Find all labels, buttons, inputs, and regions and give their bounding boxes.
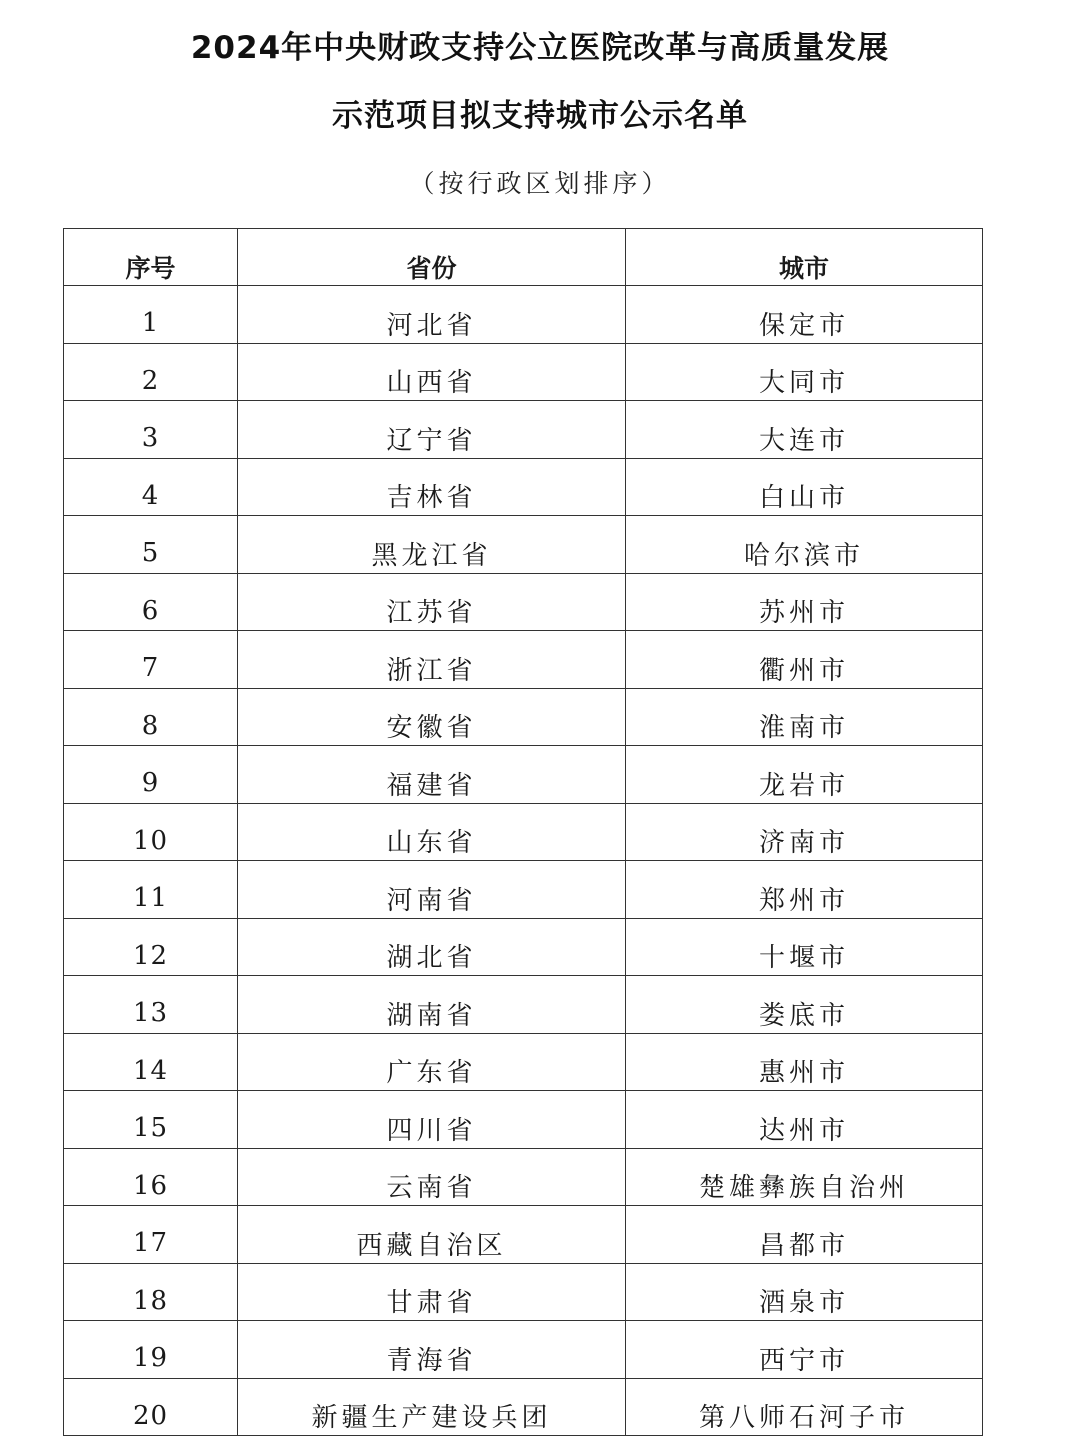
cell-number: 12 — [64, 918, 238, 976]
cell-number: 8 — [64, 688, 238, 746]
cell-number: 13 — [64, 976, 238, 1034]
table-row — [64, 803, 983, 861]
table-row — [64, 516, 983, 574]
table-row — [64, 746, 983, 804]
cell-city: 达州市 — [626, 1091, 983, 1149]
cell-province: 山西省 — [238, 343, 626, 401]
table-row — [64, 286, 983, 344]
cell-city: 保定市 — [626, 286, 983, 344]
table-header-row — [64, 229, 983, 286]
cell-city: 郑州市 — [626, 861, 983, 919]
cell-city: 大同市 — [626, 343, 983, 401]
cell-number: 10 — [64, 803, 238, 861]
cell-province: 云南省 — [238, 1148, 626, 1206]
cell-city: 第八师石河子市 — [626, 1378, 983, 1436]
cell-number: 16 — [64, 1148, 238, 1206]
cell-city: 十堰市 — [626, 918, 983, 976]
cell-number: 5 — [64, 516, 238, 574]
cell-province: 湖北省 — [238, 918, 626, 976]
cell-number: 18 — [64, 1263, 238, 1321]
cell-number: 19 — [64, 1321, 238, 1379]
table-row — [64, 343, 983, 401]
table-row — [64, 573, 983, 631]
cell-province: 山东省 — [238, 803, 626, 861]
cell-province: 吉林省 — [238, 458, 626, 516]
cell-number: 20 — [64, 1378, 238, 1436]
table-row — [64, 458, 983, 516]
table-body — [64, 286, 983, 1436]
cell-number: 4 — [64, 458, 238, 516]
cell-province: 河北省 — [238, 286, 626, 344]
cell-city: 龙岩市 — [626, 746, 983, 804]
document-title-line-2: 示范项目拟支持城市公示名单 — [332, 98, 748, 134]
cell-number: 14 — [64, 1033, 238, 1091]
column-header-province: 省份 — [238, 229, 626, 286]
cell-city: 楚雄彝族自治州 — [626, 1148, 983, 1206]
table-row — [64, 861, 983, 919]
cell-city: 西宁市 — [626, 1321, 983, 1379]
cell-number: 11 — [64, 861, 238, 919]
table-row — [64, 1206, 983, 1264]
table-row — [64, 401, 983, 459]
table-row — [64, 918, 983, 976]
cell-province: 新疆生产建设兵团 — [238, 1378, 626, 1436]
cell-province: 福建省 — [238, 746, 626, 804]
cell-province: 浙江省 — [238, 631, 626, 689]
cell-number: 6 — [64, 573, 238, 631]
cell-city: 淮南市 — [626, 688, 983, 746]
cell-province: 甘肃省 — [238, 1263, 626, 1321]
table-row — [64, 1378, 983, 1436]
table-row — [64, 976, 983, 1034]
cell-province: 黑龙江省 — [238, 516, 626, 574]
cell-number: 3 — [64, 401, 238, 459]
cell-city: 昌都市 — [626, 1206, 983, 1264]
column-header-number: 序号 — [64, 229, 238, 286]
cell-number: 15 — [64, 1091, 238, 1149]
cell-province: 河南省 — [238, 861, 626, 919]
column-header-city: 城市 — [626, 229, 983, 286]
table-row — [64, 1263, 983, 1321]
table-row — [64, 1091, 983, 1149]
cell-province: 广东省 — [238, 1033, 626, 1091]
cell-number: 2 — [64, 343, 238, 401]
cell-city: 娄底市 — [626, 976, 983, 1034]
table-row — [64, 631, 983, 689]
city-list-table — [63, 228, 983, 1436]
cell-city: 酒泉市 — [626, 1263, 983, 1321]
cell-city: 济南市 — [626, 803, 983, 861]
cell-number: 9 — [64, 746, 238, 804]
table-row — [64, 1321, 983, 1379]
cell-city: 苏州市 — [626, 573, 983, 631]
document-title-line-1: 2024年中央财政支持公立医院改革与高质量发展 — [190, 30, 890, 66]
cell-number: 1 — [64, 286, 238, 344]
cell-province: 湖南省 — [238, 976, 626, 1034]
table-row — [64, 1033, 983, 1091]
cell-number: 17 — [64, 1206, 238, 1264]
cell-city: 衢州市 — [626, 631, 983, 689]
cell-city: 惠州市 — [626, 1033, 983, 1091]
table-row — [64, 688, 983, 746]
cell-province: 江苏省 — [238, 573, 626, 631]
document-subtitle: （按行政区划排序） — [409, 169, 671, 198]
cell-city: 大连市 — [626, 401, 983, 459]
cell-province: 西藏自治区 — [238, 1206, 626, 1264]
cell-province: 安徽省 — [238, 688, 626, 746]
cell-city: 哈尔滨市 — [626, 516, 983, 574]
cell-province: 青海省 — [238, 1321, 626, 1379]
cell-city: 白山市 — [626, 458, 983, 516]
cell-number: 7 — [64, 631, 238, 689]
table-row — [64, 1148, 983, 1206]
cell-province: 四川省 — [238, 1091, 626, 1149]
cell-province: 辽宁省 — [238, 401, 626, 459]
